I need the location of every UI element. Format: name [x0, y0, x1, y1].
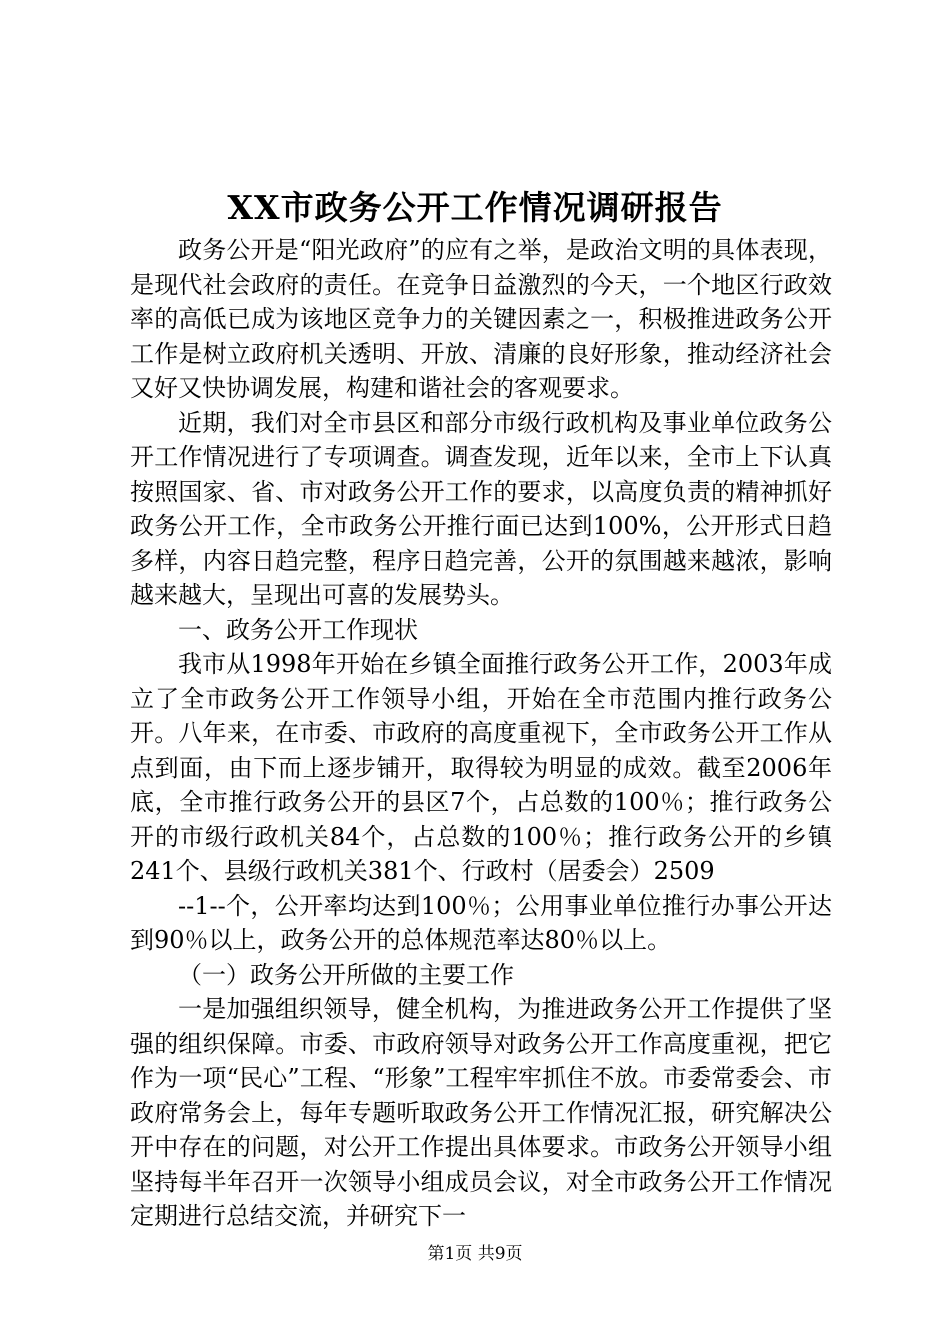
document-title: XX市政务公开工作情况调研报告 — [227, 188, 723, 227]
document-body — [130, 233, 832, 1234]
page-footer: 第1页 共9页 — [427, 1244, 523, 1264]
paragraph-work-1: 一是加强组织领导，健全机构，为推进政务公开工作提供了坚强的组织保障。市委、市政府领导对政务公开工作高度重视，把它作为一项“民心”工程、“形象”工程牢牢抓住不放。市委常委会、市政府常务会上，每年专题听取政务公开工作情况汇报，研究解决公开中存在的问题，对公开工作提出具体要求。市政务公开领导小组坚持每半年召开一次领导小组成员会议，对全市政务公开工作情况定期进行总结交流，并研究下一 — [130, 995, 832, 1230]
paragraph-status-continued: --1--个，公开率均达到100％；公用事业单位推行办事公开达到90％以上，政务公开的总体规范率达80％以上。 — [130, 891, 832, 954]
subsection-heading-1: （一）政务公开所做的主要工作 — [178, 960, 514, 989]
paragraph-status: 我市从1998年开始在乡镇全面推行政务公开工作，2003年成立了全市政务公开工作领导小组，开始在全市范围内推行政务公开。八年来，在市委、市政府的高度重视下，全市政务公开工作从点到面，由下而上逐步铺开，取得较为明显的成效。截至2006年底，全市推行政务公开的县区7个，占总数的100％；推行政务公开的市级行政机关84个，占总数的100％；推行政务公开的乡镇241个、县级行政机关381个、行政村（居委会）2509 — [130, 650, 832, 885]
paragraph-intro: 政务公开是“阳光政府”的应有之举，是政治文明的具体表现，是现代社会政府的责任。在竞争日益激烈的今天，一个地区行政效率的高低已成为该地区竞争力的关键因素之一，积极推进政务公开工作是树立政府机关透明、开放、清廉的良好形象，推动经济社会又好又快协调发展，构建和谐社会的客观要求。 — [130, 236, 832, 402]
paragraph-survey: 近期，我们对全市县区和部分市级行政机构及事业单位政务公开工作情况进行了专项调查。调查发现，近年以来，全市上下认真按照国家、省、市对政务公开工作的要求，以高度负责的精神抓好政务公开工作，全市政务公开推行面已达到100%，公开形式日趋多样，内容日趋完整，程序日趋完善，公开的氛围越来越浓，影响越来越大，呈现出可喜的发展势头。 — [130, 408, 832, 609]
section-heading-1: 一、政务公开工作现状 — [178, 615, 418, 644]
